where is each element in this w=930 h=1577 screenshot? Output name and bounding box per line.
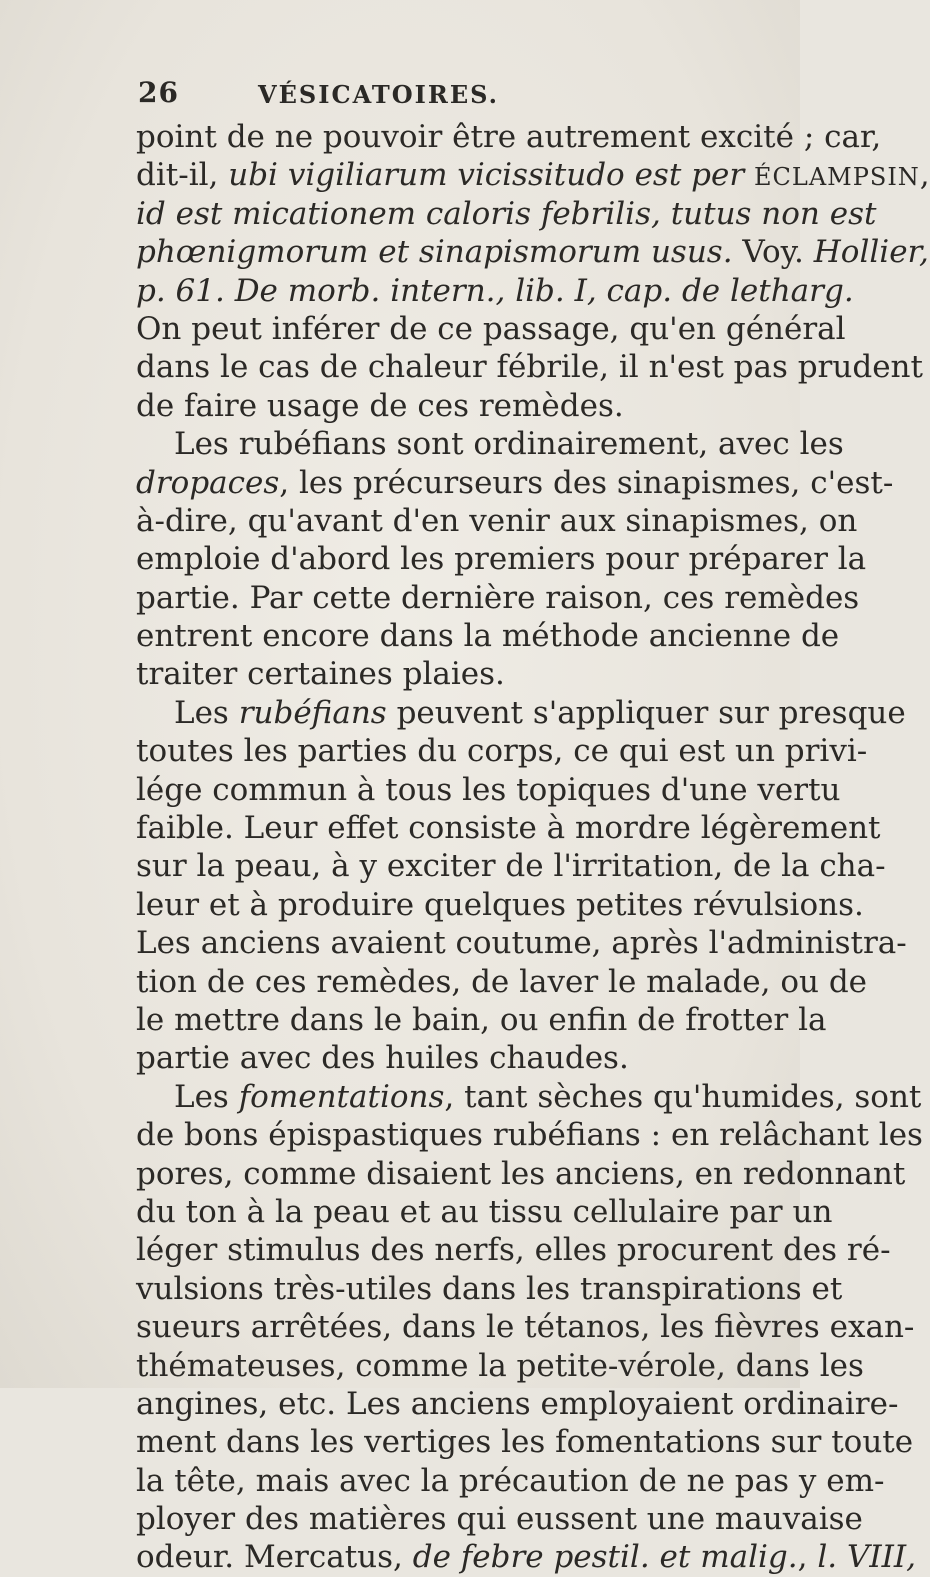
italic-text-run: p. 61. De morb. intern., lib. I, cap. de letharg. (136, 272, 854, 309)
text-line (136, 195, 877, 233)
text-line (136, 1039, 722, 1077)
text-line (136, 348, 923, 386)
text-line (136, 579, 860, 617)
text-run: Les rubéfians sont ordinairement, avec les (174, 426, 844, 463)
italic-text-run: l. VIII, (817, 1539, 916, 1576)
text-run: léger stimulus des nerfs, elles procurent des ré- (136, 1232, 891, 1269)
text-run: faible. Leur effet consiste à mordre légèrement (136, 810, 881, 847)
text-run: emploie d'abord les premiers pour préparer la (136, 541, 867, 578)
text-line (136, 1231, 891, 1269)
text-line (136, 118, 882, 156)
italic-text-run: Hollier, (813, 234, 929, 271)
text-run: à-dire, qu'avant d'en venir aux sinapismes, on (136, 502, 858, 539)
text-run: point de ne pouvoir être autrement excité ; car, (136, 119, 882, 155)
italic-text-run: fomentations (238, 1078, 445, 1115)
text-line (136, 886, 864, 924)
running-head: VÉSICATOIRES. (258, 80, 499, 109)
text-run: , (797, 1539, 818, 1576)
text-line (136, 1347, 864, 1385)
text-run: Voy. (732, 234, 814, 271)
text-line (136, 425, 844, 463)
text-run: vulsions très-utiles dans les transpirations et (136, 1270, 843, 1307)
text-run: partie. Par cette dernière raison, ces remèdes (136, 579, 860, 616)
text-line (136, 1155, 906, 1193)
page-header (138, 76, 698, 116)
italic-text-run: id est micationem caloris febrilis, tutus non est (136, 195, 877, 232)
text-run: ment dans les vertiges les fomentations sur toute (136, 1424, 914, 1461)
text-run: On peut inférer de ce passage, qu'en général (136, 310, 846, 347)
italic-text-run: ubi vigiliarum vicissitudo est per (228, 157, 754, 194)
text-run: leur et à produire quelques petites révulsions. (136, 886, 864, 923)
text-line (136, 502, 858, 540)
body-text (136, 118, 930, 1577)
text-run: dans le cas de chaleur fébrile, il n'est pas prudent (136, 349, 923, 386)
text-line (136, 233, 929, 271)
text-line (136, 272, 854, 310)
text-line (136, 387, 722, 425)
text-run: lége commun à tous les topiques d'une vertu (136, 771, 841, 808)
text-line (136, 1116, 923, 1154)
text-run: Les (174, 694, 239, 731)
text-run: toutes les parties du corps, ce qui est un privi- (136, 733, 868, 770)
text-run: tion de ces remèdes, de laver le malade, ou de (136, 963, 868, 1000)
small-caps-text-run: ÉCLAMPSIN (754, 163, 920, 192)
text-run: entrent encore dans la méthode ancienne de (136, 618, 840, 655)
text-line (136, 732, 868, 770)
text-run: la tête, mais avec la précaution de ne pas y em- (136, 1462, 885, 1499)
text-line (136, 1462, 885, 1500)
text-run: , tant sèches qu'humides, sont (444, 1078, 922, 1115)
text-run: du ton à la peau et au tissu cellulaire par un (136, 1193, 833, 1230)
text-line (136, 1270, 843, 1308)
page-number: 26 (138, 76, 179, 109)
text-line (136, 924, 907, 962)
text-run: de faire usage de ces remèdes. (136, 387, 624, 424)
text-line (136, 1538, 916, 1576)
text-run: sueurs arrêtées, dans le tétanos, les fièvres exan- (136, 1309, 915, 1346)
text-line (136, 156, 930, 194)
text-line (136, 694, 906, 732)
text-run: de bons épispastiques rubéfians : en relâchant les (136, 1117, 923, 1154)
text-run: , (919, 157, 930, 194)
text-line (136, 464, 894, 502)
text-run: Les (174, 1078, 239, 1115)
text-run: traiter certaines plaies. (136, 656, 505, 693)
text-line (136, 655, 722, 693)
text-line (136, 1193, 833, 1231)
text-line (136, 771, 841, 809)
text-line (136, 1078, 922, 1116)
italic-text-run: de febre pestil. et malig. (412, 1539, 798, 1576)
text-run: le mettre dans le bain, ou enfin de frotter la (136, 1001, 827, 1038)
text-run: , les précurseurs des sinapismes, c'est- (279, 464, 894, 501)
italic-text-run: rubéfians (238, 694, 387, 731)
text-line (136, 1385, 899, 1423)
text-line (136, 1308, 915, 1346)
text-line (136, 1001, 827, 1039)
text-run: peuvent s'appliquer sur presque (386, 694, 906, 731)
text-run: Les anciens avaient coutume, après l'administra- (136, 925, 907, 962)
italic-text-run: phœnigmorum et sinapismorum usus. (136, 234, 733, 271)
text-run: dit-il, (136, 157, 229, 194)
text-line (136, 1500, 863, 1538)
text-line (136, 617, 840, 655)
text-line (136, 847, 886, 885)
text-run: sur la peau, à y exciter de l'irritation, de la cha- (136, 848, 886, 885)
text-run: ployer des matières qui eussent une mauvaise (136, 1501, 863, 1538)
text-line (136, 310, 846, 348)
text-run: partie avec des huiles chaudes. (136, 1040, 629, 1077)
text-run: pores, comme disaient les anciens, en redonnant (136, 1155, 906, 1192)
text-line (136, 540, 867, 578)
text-run: angines, etc. Les anciens employaient ordinaire- (136, 1385, 899, 1422)
text-line (136, 963, 868, 1001)
text-line (136, 809, 881, 847)
italic-text-run: dropaces (136, 464, 280, 501)
text-run: odeur. Mercatus, (136, 1539, 413, 1576)
text-line (136, 1423, 914, 1461)
text-run: thémateuses, comme la petite-vérole, dans les (136, 1347, 864, 1384)
